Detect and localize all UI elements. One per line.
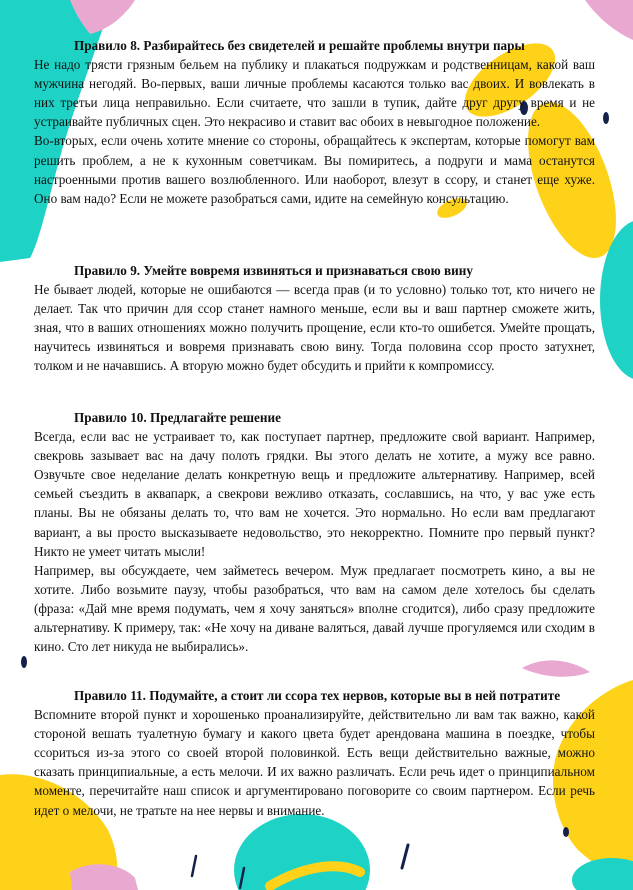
section-rule-10 bbox=[34, 408, 595, 656]
section-rule-9 bbox=[34, 261, 595, 376]
teal-blob-bottom-right bbox=[572, 858, 633, 890]
rule-8-heading: Правило 8. Разбирайтесь без свидетелей и решайте проблемы внутри пары bbox=[74, 38, 525, 53]
navy-stroke-bottom-2 bbox=[192, 856, 196, 876]
rule-9-heading: Правило 9. Умейте вовремя извиняться и признаваться свою вину bbox=[74, 263, 473, 278]
rule-11-heading: Правило 11. Подумайте, а стоит ли ссора тех нервов, которые вы в ней потратите bbox=[74, 688, 561, 703]
pink-blob-bottom-left bbox=[70, 864, 138, 890]
section-rule-8 bbox=[34, 36, 595, 208]
rule-8-paragraph-2: Во-вторых, если очень хотите мнение со стороны, обращайтесь к экспертам, которые помогут вам решить проблем, а не к кухонным советчикам. Вы помиритесь, а подруги и мама останутся настроенными против вашего возлюбленного. Или наоборот, влезут в ссору, и станет еще хуже. Оно вам надо? Если не можете разобраться сами, идите на семейную консультацию. bbox=[34, 133, 595, 206]
section-rule-11 bbox=[34, 686, 595, 820]
rule-10-paragraph-2: Например, вы обсуждаете, чем займетесь вечером. Муж предлагает посмотреть кино, а вы не хотите. Либо возьмите паузу, чтобы разобраться, что вам на самом деле хотелось бы сделать (фраза: «Дай мне время подумать, чем я хочу заняться» вполне сгодится), либо сразу предложите альтернативу. К примеру, так: «Не хочу на диване валяться, давай лучше прогуляемся или сходим в кино. Сто лет никуда не выбирались». bbox=[34, 562, 595, 655]
navy-dot-right bbox=[603, 112, 609, 124]
rule-11-paragraph-1: Вспомните второй пункт и хорошенько проанализируйте, действительно ли вам так важно, какой стороной вешать туалетную бумагу и какого цвета будет арендована машина в поездке, чтобы ссориться из-за этого со своей второй половинкой. Есть вещи действительно важные, можно сказать принципиальные, а есть мелочи. И их важно различать. Если речь идет о принципиальном моменте, перечитайте наш список и аргументировано поговорите со своим партнером. Если речь идет о мелочи, не тратьте на нее нервы и внимание. bbox=[34, 707, 595, 818]
teal-blob-bottom-center bbox=[234, 814, 370, 890]
pink-patch-bottom-right bbox=[522, 660, 590, 676]
rule-8-paragraph-1: Не надо трясти грязным бельем на публику и плакаться подружкам и родственницам, какой ваш мужчина негодяй. Во-первых, ваши личные проблемы касаются только вас двоих. И вовлекать в них третьи лица неправильно. Если считаете, что зашли в тупик, дайте друг другу время и не устраивайте публичных сцен. Это некрасиво и ставит вас обоих в невыгодное положение. bbox=[34, 57, 595, 130]
navy-stroke-bottom bbox=[402, 845, 408, 868]
rule-10-heading: Правило 10. Предлагайте решение bbox=[74, 410, 281, 425]
rule-10-paragraph-1: Всегда, если вас не устраивает то, как поступает партнер, предложите свой вариант. Например, свекровь зазывает вас на дачу полоть грядки. Вы этого делать не хотите, а мужу все равно. Озвучьте свое неделание делать конкретную вещь и предложите альтернативу. Например, всей семьей съездить в аквапарк, а свекрови вежливо отказать, сославшись, на что, у вас уже есть планы. Вы не обязаны делать то, что вам не хочется. Это нормально. Но если вам предлагают вариант, а вы просто высказываете недовольство, это некорректно. Помните про первый пункт? Никто не умеет читать мысли! bbox=[34, 429, 595, 559]
pink-patch-top-right bbox=[585, 0, 633, 40]
rule-9-paragraph-1: Не бывает людей, которые не ошибаются — всегда прав (и то условно) только тот, кто ничего не делает. Так что причин для ссор станет намного меньше, если вы и ваш партнер сможете жить, зная, что в ваших отношениях можно получить прощение, если кто-то ошибется. Умейте прощать, научитесь извиняться и вовремя признавать свою вину. Тогда половина ссор просто затухнет, толком и не начавшись. А вторую можно будет обсудить и прийти к компромиссу. bbox=[34, 282, 595, 374]
navy-dot-bottom-right bbox=[563, 827, 569, 837]
navy-dot-left bbox=[21, 656, 27, 668]
